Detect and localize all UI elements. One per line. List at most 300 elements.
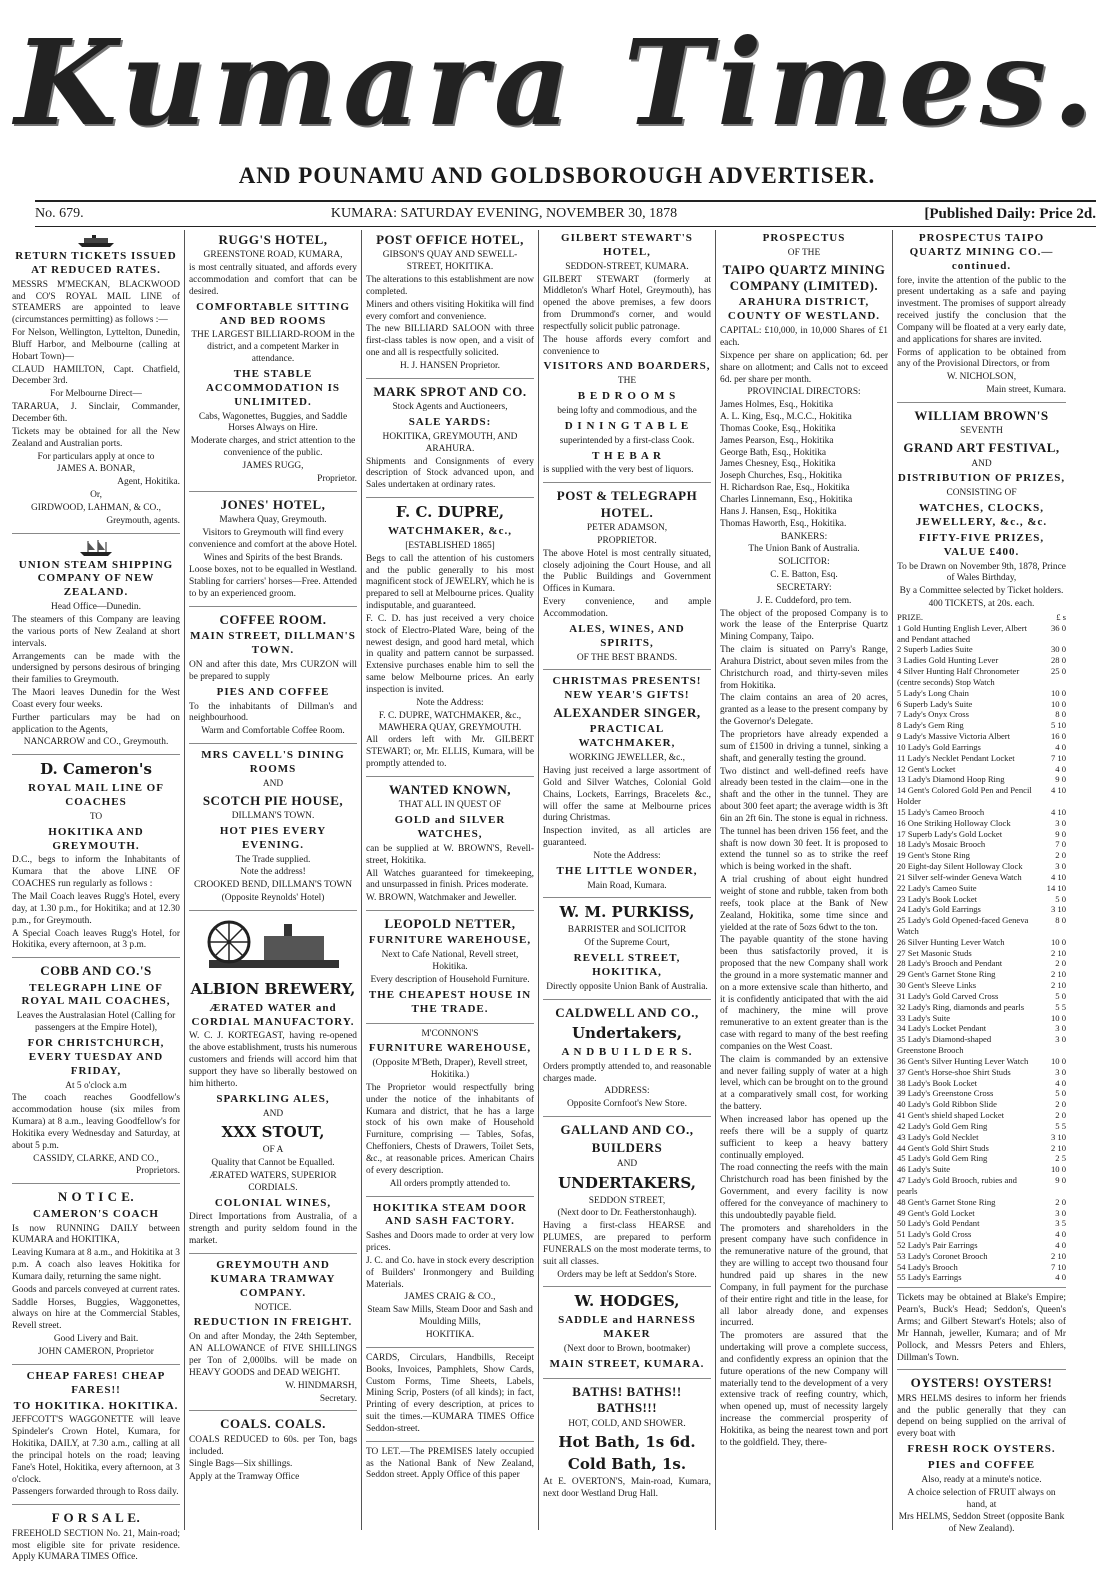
prospectus-para: The payable quantity of the stone having been thus satisfactorily proved, it is proposed that the new Company shall work the ground in a more systematic manner and on a more extensive scale than hitherto, and it is confidently anticipated that with the aid of machinery, the mine will prove remunerative to an extent greater than is the case with regard to many of the best reefing companies on the West Coast. xyxy=(720,935,888,1052)
director: A. L. King, Esq., M.C.C., Hokitika xyxy=(720,412,852,423)
union-title: UNION STEAM SHIPPING COMPANY OF NEW ZEALAND. xyxy=(18,558,174,599)
prize-value: 4 0 xyxy=(1055,1272,1066,1283)
prize-value: 4 0 xyxy=(1055,1077,1066,1088)
ad-coals xyxy=(189,1416,357,1489)
prize-value: 30 0 xyxy=(1050,644,1066,655)
ad-post-telegraph-hotel xyxy=(543,488,711,670)
prize-value: 7 0 xyxy=(1055,839,1066,850)
bonar-place: Agent, Hokitika. xyxy=(117,477,180,488)
girdwood-name: GIRDWOOD, LAHMAN, & CO., xyxy=(31,502,161,513)
brown-signature: W. BROWN, Watchmaker and Jeweller. xyxy=(366,893,517,904)
grand-art-heading: GRAND ART FESTIVAL, xyxy=(903,440,1060,456)
address-label: ADDRESS: xyxy=(604,1086,650,1097)
loose-boxes-text: Loose boxes, not to be equalled in Westland. Stabling for carriers' horses—Free. Attended to by an experienced groom. xyxy=(189,565,357,600)
wanted-heading: WANTED KNOWN, xyxy=(388,781,512,797)
cassidy-proprietors: Proprietors. xyxy=(135,1166,180,1177)
issue-date: KUMARA: SATURDAY EVENING, NOVEMBER 30, 1878 xyxy=(330,206,678,221)
director: James Pearson, Esq., Hokitika xyxy=(720,435,834,446)
builders-heading: BUILDERS xyxy=(591,1140,663,1156)
po-billiard: The new BILLIARD SALOON with three first-class tables is now open, and a visit of one and all is respectfully solicited. xyxy=(366,324,534,359)
prize-row xyxy=(897,1197,1066,1208)
return-tickets-heading: RETURN TICKETS ISSUED AT REDUCED RATES. xyxy=(15,250,177,276)
seventh-text: SEVENTH xyxy=(960,426,1003,437)
prize-value: 3 5 xyxy=(1055,1218,1066,1229)
ad-cavell-dining xyxy=(189,749,357,911)
dupre-note: Note the Address: xyxy=(416,697,484,708)
prize-row xyxy=(897,623,1066,645)
prize-value: 2 10 xyxy=(1050,1250,1066,1261)
column-3 xyxy=(362,230,539,1530)
cheap-fares-heading: CHEAP FARES! CHEAP FARES!! xyxy=(26,1369,166,1396)
prize-row xyxy=(897,731,1066,742)
galland-and: AND xyxy=(616,1158,638,1169)
hot-pies-text: HOT PIES EVERY EVENING. xyxy=(219,824,327,851)
revell-street: REVELL STREET, HOKITIKA, xyxy=(573,952,681,978)
prize-name: 10 Lady's Gold Earrings xyxy=(897,741,981,752)
ad-mmeckan-steamers xyxy=(12,232,180,534)
claud-hamilton-text: CLAUD HAMILTON, Capt. Chatfield, December 3rd. xyxy=(12,364,180,387)
dc-begs-text: D.C., begs to inform the Inhabitants of Kumara that the above LINE OF COACHES run regularly as follows : xyxy=(12,855,180,890)
ruggs-address: GREENSTONE ROAD, KUMARA, xyxy=(203,250,343,261)
of-the-text: OF THE xyxy=(787,247,821,258)
ad-to-let xyxy=(366,1447,534,1488)
drawn-text: To be Drawn on November 9th, 1878, Prince of Wales Birthday, xyxy=(897,561,1066,584)
william-brown-heading: WILLIAM BROWN'S xyxy=(914,408,1049,424)
ad-taipo-prospectus xyxy=(720,232,888,1455)
prize-name: 48 Gent's Garnet Stone Ring xyxy=(897,1196,996,1207)
prize-name: 35 Lady's Diamond-shaped Greenstone Brooch xyxy=(897,1034,992,1056)
prize-value: 7 10 xyxy=(1050,1261,1066,1272)
prize-row xyxy=(897,1132,1066,1143)
prize-value: 10 0 xyxy=(1050,936,1066,947)
prize-value: 4 10 xyxy=(1050,871,1066,882)
stable-heading: THE STABLE ACCOMMODATION IS UNLIMITED. xyxy=(205,368,341,408)
prize-value: 3 0 xyxy=(1055,1034,1066,1045)
ad-jeffcott xyxy=(12,1370,180,1505)
prize-value: 8 0 xyxy=(1055,915,1066,926)
coals-heading: COALS. COALS. xyxy=(220,1416,326,1432)
columns xyxy=(8,230,1106,1563)
at-five: At 5 o'clock a.m xyxy=(65,1080,127,1091)
prize-header: PRIZE. xyxy=(897,611,924,622)
craig-hokitika: HOKITIKA. xyxy=(425,1329,475,1340)
steam-saw: Steam Saw Mills, Steam Door and Sash and Moulding Mills, xyxy=(367,1305,533,1328)
prov-directors-label: PROVINCIAL DIRECTORS: xyxy=(747,387,861,398)
prize-name: 42 Lady's Gold Gem Ring xyxy=(897,1120,988,1131)
directors-list xyxy=(720,400,888,530)
tickets-text: Tickets may be obtained for all the New Zealand and Australian ports. xyxy=(12,426,180,449)
prize-row xyxy=(897,764,1066,775)
and-builders: A N D B U I L D E R S. xyxy=(561,1045,693,1058)
prize-row xyxy=(897,1078,1066,1089)
hindmarsh-title: Secretary. xyxy=(319,1393,357,1404)
prize-row xyxy=(897,1229,1066,1240)
ad-cobb-co xyxy=(12,963,180,1184)
mconnon-heading: FURNITURE WAREHOUSE, xyxy=(368,1042,532,1055)
royal-mail-heading: ROYAL MAIL LINE OF COACHES xyxy=(28,782,164,809)
issue-price: [Published Daily: Price 2d. xyxy=(924,205,1096,222)
prize-name: 29 Gent's Garnet Stone Ring xyxy=(897,969,996,980)
prize-row xyxy=(897,1013,1066,1024)
union-maori: The Maori leaves Dunedin for the West Coast every four weeks. xyxy=(12,688,180,710)
next-to-text: Next to Cafe National, Revell street, Hokitika. xyxy=(381,950,519,973)
ad-post-office-hotel xyxy=(366,232,534,379)
gilbert-heading: GILBERT STEWART'S HOTEL, xyxy=(561,232,693,258)
melbourne-direct-text: For Melbourne Direct— xyxy=(50,389,142,400)
prize-value: 4 10 xyxy=(1050,806,1066,817)
sixpence-text: Sixpence per share on application; 6d. per share on allotment; and Calls not to exceed 6d. per share per month. xyxy=(720,350,888,385)
prize-value: 3 0 xyxy=(1055,817,1066,828)
nicholson-address: Main street, Kumara. xyxy=(986,385,1066,396)
director: Thomas Haworth, Esq., Hokitika. xyxy=(720,518,847,529)
prize-name: 53 Lady's Coronet Brooch xyxy=(897,1250,988,1261)
prize-name: 45 Lady's Gold Gem Ring xyxy=(897,1153,988,1164)
prize-value: 2 0 xyxy=(1055,850,1066,861)
ales-wines-heading: ALES, WINES, AND SPIRITS, xyxy=(569,622,685,649)
quality-text: Quality that Cannot be Equalled. xyxy=(211,1158,335,1169)
prize-name: 54 Lady's Brooch xyxy=(897,1261,958,1272)
prize-name: 52 Lady's Pair Earrings xyxy=(897,1240,978,1250)
hot-bath-price: Hot Bath, 1s 6d. xyxy=(558,1433,696,1452)
prize-value: 2 0 xyxy=(1055,1110,1066,1121)
cobb-leaves: Leaves the Australasian Hotel (Calling for passengers at the Empire Hotel), xyxy=(16,1011,176,1034)
ad-art-festival xyxy=(897,408,1066,1288)
newspaper-subtitle: AND POUNAMU AND GOLDSBOROUGH ADVERTISER. xyxy=(238,163,876,188)
prize-name: 50 Lady's Gold Pendant xyxy=(897,1218,980,1229)
prize-row xyxy=(897,1056,1066,1067)
gilbert-body-2: The house affords every comfort and convenience to xyxy=(543,334,711,357)
orders-left: Orders may be left at Seddon's Store. xyxy=(557,1269,697,1280)
single-bags: Single Bags—Six shillings. xyxy=(189,1459,293,1470)
prize-row xyxy=(897,1067,1066,1078)
prize-row xyxy=(897,818,1066,829)
prize-row xyxy=(897,666,1066,688)
hot-cold-shower: HOT, COLD, AND SHOWER. xyxy=(568,1418,686,1429)
prize-name: 17 Superb Lady's Gold Locket xyxy=(897,828,1003,839)
ad-tramway xyxy=(189,1259,357,1411)
sashes-text: Sashes and Doors made to order at very low prices. xyxy=(366,1231,534,1254)
prize-value: 2 0 xyxy=(1055,1099,1066,1110)
prize-name: 14 Gent's Colored Gold Pen and Pencil Holder xyxy=(897,785,1032,807)
fruit-text: A choice selection of FRUIT always on hand, at xyxy=(907,1487,1056,1510)
that-all-text: THAT ALL IN QUEST OF xyxy=(398,800,502,811)
shipments-text: Shipments and Consignments of every description of Stock advanced upon, and Sales undertaken at ordinary rates. xyxy=(366,456,534,491)
ad-baths xyxy=(543,1384,711,1506)
prize-name: 21 Silver self-winder Geneva Watch xyxy=(897,871,1022,882)
prize-name: 37 Gent's Horse-shoe Shirt Studs xyxy=(897,1066,1011,1077)
prize-value: 28 0 xyxy=(1050,655,1066,666)
ad-dupre xyxy=(366,503,534,777)
prize-value: 36 0 xyxy=(1050,622,1066,633)
brewery-machine-illustration xyxy=(189,916,354,972)
dillmans-text: DILLMAN'S TOWN. xyxy=(231,811,315,822)
prize-row xyxy=(897,883,1066,894)
prize-value: 5 5 xyxy=(1055,1120,1066,1131)
prize-value: 3 0 xyxy=(1055,1023,1066,1034)
aerated-waters-text: ÆRATED WATERS, SUPERIOR CORDIALS. xyxy=(209,1170,337,1193)
column-1 xyxy=(8,230,185,1563)
union-further: Further particulars may be had on application to the Agents, xyxy=(12,712,180,735)
prospectus-para: The claim is situated on Parry's Range, Arahura District, about seven miles from the Christchurch road, and thirty-seven miles from Hokitika. xyxy=(720,645,888,691)
cameron-heading: D. Cameron's xyxy=(40,760,152,779)
opp-cornfoot: Opposite Cornfoot's New Store. xyxy=(567,1099,687,1110)
director: H. Richardson Rae, Esq., Hokitika xyxy=(720,483,850,494)
undertakers-heading: Undertakers, xyxy=(571,1023,683,1042)
ad-leopold-netter xyxy=(366,916,534,1023)
for-christchurch: FOR CHRISTCHURCH, EVERY TUESDAY AND FRIDAY, xyxy=(27,1037,165,1077)
mconnon-address: (Opposite M'Beth, Draper), Revell street, Hokitika.) xyxy=(372,1058,528,1081)
prize-row xyxy=(897,872,1066,883)
column-2 xyxy=(185,230,362,1530)
prize-row xyxy=(897,991,1066,1002)
trade-text: The Trade supplied. xyxy=(235,854,311,865)
apply-tramway: Apply at the Tramway Office xyxy=(189,1472,300,1483)
prize-row xyxy=(897,774,1066,785)
cuddeford-name: J. E. Cuddeford, pro tem. xyxy=(756,595,852,606)
gold-silver-heading: GOLD and SILVER WATCHES, xyxy=(394,814,506,840)
prize-name: 6 Superb Lady's Suite xyxy=(897,698,973,709)
prize-name: 32 Lady's Ring, diamonds and pearls xyxy=(897,1001,1025,1012)
consisting-text: CONSISTING OF xyxy=(946,488,1017,499)
column-4 xyxy=(539,230,716,1530)
prize-name: 33 Lady's Suite xyxy=(897,1012,951,1023)
ad-jones-hotel xyxy=(189,497,357,607)
special-coach-text: A Special Coach leaves Rugg's Hotel, for Hokitika, every afternoon, at 3 p.m. xyxy=(12,928,180,951)
for-nelson-text: For Nelson, Wellington, Lyttelton, Dunedin, Bluff Harbor, and Melbourne (calling at Hobart Town)— xyxy=(12,328,180,362)
prize-value: 10 0 xyxy=(1050,1055,1066,1066)
prize-name: 40 Lady's Gold Ribbon Slide xyxy=(897,1099,997,1110)
prize-row xyxy=(897,839,1066,850)
prize-name: 12 Gent's Locket xyxy=(897,763,956,774)
ad-albion-brewery xyxy=(189,916,357,1254)
prize-value: 9 0 xyxy=(1055,1175,1066,1186)
prize-name: 23 Lady's Book Locket xyxy=(897,893,978,904)
next-door: (Next door to Dr. Featherstonhaugh). xyxy=(557,1208,697,1219)
prize-row xyxy=(897,1143,1066,1154)
little-wonder: THE LITTLE WONDER, xyxy=(556,864,698,877)
prize-row xyxy=(897,1121,1066,1132)
warm-text: Warm and Comfortable Coffee Room. xyxy=(201,726,345,737)
po-address: GIBSON'S QUAY AND SEWELL-STREET, HOKITIKA. xyxy=(382,250,518,273)
or-text: Or, xyxy=(90,490,102,501)
directly-opposite: Directly opposite Union Bank of Australia. xyxy=(546,981,708,992)
prize-value: 4 10 xyxy=(1050,785,1066,796)
prize-name: 36 Gent's Silver Hunting Lever Watch xyxy=(897,1055,1029,1066)
prize-table-header xyxy=(897,612,1066,623)
main-road-kumara: Main Road, Kumara. xyxy=(587,880,667,891)
furniture-heading: FURNITURE WAREHOUSE, xyxy=(368,934,532,947)
hansen-name: H. J. HANSEN Proprietor. xyxy=(400,360,500,371)
girdwood-place: Greymouth, agents. xyxy=(106,515,180,526)
baths-heading: BATHS! BATHS!! BATHS!!! xyxy=(572,1383,682,1416)
prize-row xyxy=(897,915,1066,937)
prize-row xyxy=(897,785,1066,807)
prize-name: 26 Silver Hunting Lever Watch xyxy=(897,936,1005,947)
fresh-oysters: FRESH ROCK OYSTERS. xyxy=(907,1443,1056,1456)
hokitika-greymouth-heading: HOKITIKA AND GREYMOUTH. xyxy=(48,825,144,852)
prize-row xyxy=(897,850,1066,861)
freehold-text: FREEHOLD SECTION No. 21, Main-road; most eligible site for private residence. Apply KUMARA TIMES Office. xyxy=(12,1528,180,1563)
prize-name: 38 Lady's Book Locket xyxy=(897,1077,978,1088)
forms-text: Forms of application to be obtained from any of the Provisional Directors, or from xyxy=(897,347,1066,370)
distribution-heading: DISTRIBUTION OF PRIZES, xyxy=(897,472,1066,485)
union-arrangements: Arrangements can be made with the undersigned by persons desirous of bringing their families to Greymouth. xyxy=(12,651,180,686)
prize-row xyxy=(897,980,1066,991)
leaving-text: Leaving Kumara at 8 a.m., and Hokitika at 3 p.m. A coach also leaves Hokitika for Kumara daily, returning the same night. xyxy=(12,1248,180,1282)
fifty-five-prizes: FIFTY-FIVE PRIZES, VALUE £400. xyxy=(918,531,1045,558)
prize-name: 16 One Striking Holloway Clock xyxy=(897,817,1011,828)
pies-coffee-heading: PIES AND COFFEE xyxy=(216,685,330,698)
prize-value: 10 0 xyxy=(1050,1164,1066,1175)
prize-value: 3 10 xyxy=(1050,1131,1066,1142)
prospectus-para: Two distinct and well-defined reefs have already been tested in the claim—one in the shaft and the other in the tunnel. They are about 300 feet apart; the average width is 3ft 6in an 2ft 6in. The stone is equal in richness. xyxy=(720,766,888,824)
prize-name: 8 Lady's Gem Ring xyxy=(897,720,964,731)
prize-value: 2 0 xyxy=(1055,1196,1066,1207)
prize-row xyxy=(897,753,1066,764)
ad-mconnon xyxy=(366,1029,534,1197)
james-rugg: JAMES RUGG, xyxy=(242,460,304,471)
saddle-horses-text: Saddle Horses, Buggies, Waggonettes, always on hire at the Commercial Stables, Revell street. xyxy=(12,1297,180,1332)
prize-row xyxy=(897,894,1066,905)
dupre-heading: F. C. DUPRE, xyxy=(395,503,505,522)
seddon-street: SEDDON-STREET, KUMARA. xyxy=(565,261,689,272)
prize-row xyxy=(897,829,1066,840)
prize-value: 2 10 xyxy=(1050,980,1066,991)
pies-coffee-2: PIES and COFFEE xyxy=(927,1458,1036,1471)
xxx-stout: XXX STOUT, xyxy=(221,1123,325,1142)
ready-text: Also, ready at a minute's notice. xyxy=(921,1474,1042,1485)
ad-hodges xyxy=(543,1292,711,1378)
prize-name: 27 Set Masonic Studs xyxy=(897,947,972,958)
helms-text: MRS HELMS desires to inform her friends and the public generally that they can depend on being supplied on the arrival of every boat with xyxy=(897,1393,1066,1440)
colonial-wines: COLONIAL WINES, xyxy=(214,1196,332,1209)
prize-row xyxy=(897,709,1066,720)
coffee-heading: COFFEE ROOM. xyxy=(219,611,327,627)
watchmaker-heading: WATCHMAKER, &c., xyxy=(388,525,512,537)
column-6 xyxy=(893,230,1070,1535)
prize-row xyxy=(897,1110,1066,1121)
mconnon-name: M'CONNON'S xyxy=(421,1028,479,1039)
working-jeweller: WORKING JEWELLER, &c., xyxy=(569,753,685,764)
every-desc-text: Every description of Household Furniture. xyxy=(370,974,530,985)
dupre-address: F. C. DUPRE, WATCHMAKER, &c., MAWHERA QUAY, GREYMOUTH. xyxy=(378,710,522,733)
cheapest-heading: THE CHEAPEST HOUSE IN THE TRADE. xyxy=(368,988,532,1015)
po-hotel-heading: POST OFFICE HOTEL, xyxy=(376,232,524,247)
po-miners: Miners and others visiting Hokitika will find every comfort and convenience. xyxy=(366,299,534,322)
visitors-boarders: VISITORS AND BOARDERS, xyxy=(543,360,711,373)
opposite-reynolds: (Opposite Reynolds' Hotel) xyxy=(221,893,325,904)
sale-yards-places: HOKITIKA, GREYMOUTH, AND ARAHURA. xyxy=(382,431,518,454)
prospectus-para: A trial crushing of about eight hundred weight of stone and rubble, taken from both reefs, took place at the Bank of New Zealand, Hokitika, some time since and yielded at the rate of 5ozs 6dwt to the ton. xyxy=(720,875,888,933)
passengers-text: Passengers forwarded through to Ross daily. xyxy=(12,1487,179,1498)
bedrooms-heading: B E D R O O M S xyxy=(577,390,677,403)
capital-text: CAPITAL: £10,000, in 10,000 Shares of £1 each. xyxy=(720,326,888,349)
prize-row xyxy=(897,1251,1066,1262)
adamson-body: The above Hotel is most centrally situated, closely adjoining the Court House, and all the Public Buildings and Government Offices in Kumara. xyxy=(543,548,711,595)
kortegast-text: W. C. J. KORTEGAST, having re-opened the above establishment, trusts his numerous customers and friends will accord him that support they have so liberally bestowed on him hitherto. xyxy=(189,1031,357,1089)
for-sale-heading: F O R S A L E. xyxy=(51,1510,141,1526)
gilbert-body: GILBERT STEWART (formerly at Middleton's Wharf Hotel, Greymouth), has opened the above premises, a few doors from Drummond's corner, and would respectfully solicit public patronage. xyxy=(543,274,711,332)
prize-name: 4 Silver Hunting Half Chronometer (centre seconds) Stop Watch xyxy=(897,666,1020,687)
caldwell-orders: Orders promptly attended to, and reasonable charges made. xyxy=(543,1061,711,1084)
prize-name: 28 Lady's Brooch and Pendant xyxy=(897,958,1003,969)
prize-name: 47 Lady's Gold Brooch, rubies and pearls xyxy=(897,1175,1017,1196)
prize-row xyxy=(897,969,1066,980)
prize-row xyxy=(897,1218,1066,1229)
prize-value: 8 0 xyxy=(1055,709,1066,720)
prize-name: 25 Lady's Gold Opened-faced Geneva Watch xyxy=(897,915,1029,936)
steamship-icon xyxy=(76,232,116,248)
prize-name: 31 Lady's Gold Carved Cross xyxy=(897,990,999,1001)
prospectus-para: The tunnel has been driven 156 feet, and the shaft is now down 30 feet. It is proposed to extend the tunnel so as to strike the reef which is being worked in the shaft. xyxy=(720,826,888,873)
to-let-text: TO LET.—The PREMISES lately occupied as the National Bank of New Zealand, Seddon street. Apply Office of this paper xyxy=(366,1446,534,1481)
direct-importations: Direct Importations from Australia, of a strength and purity seldom found in the market. xyxy=(189,1212,357,1247)
newspaper-title: Kumara Times. xyxy=(14,13,1100,152)
prize-row xyxy=(897,861,1066,872)
director: Hans J. Hansen, Esq., Hokitika xyxy=(720,506,837,517)
curzon-text: ON and after this date, Mrs CURZON will be prepared to supply xyxy=(189,660,357,682)
singer-note: Note the Address: xyxy=(593,850,661,861)
prize-row xyxy=(897,904,1066,915)
prize-value: 2 10 xyxy=(1050,1142,1066,1153)
issue-number: No. 679. xyxy=(35,206,84,221)
ad-purkiss xyxy=(543,903,711,999)
visitors-text: Visitors to Greymouth will find every convenience and comfort at the above Hotel. xyxy=(189,527,357,550)
livery-text: Good Livery and Bait. xyxy=(53,1334,139,1345)
hearse-text: Having a first-class HEARSE and PLUMES, are prepared to perform FUNERALS on the most moderate terms, to suit all classes. xyxy=(543,1221,711,1267)
ad-alexander-singer xyxy=(543,675,711,898)
director: James Chesney, Esq., Hokitika xyxy=(720,459,836,470)
ad-ruggs-hotel xyxy=(189,232,357,492)
steam-door-heading: HOKITIKA STEAM DOOR AND SASH FACTORY. xyxy=(372,1201,528,1228)
jones-heading: JONES' HOTEL, xyxy=(220,496,326,512)
prize-row xyxy=(897,1034,1066,1056)
prize-row xyxy=(897,1099,1066,1110)
taipo-heading: TAIPO QUARTZ MINING COMPANY (LIMITED). xyxy=(722,261,886,294)
prize-name: 44 Gent's Gold Shirt Studs xyxy=(897,1142,989,1153)
mmeckan-text: MESSRS M'MECKAN, BLACKWOOD and CO'S ROYAL MAIL LINE of STEAMERS are appointed to leave (circumstances permitting) as follows :— xyxy=(12,279,180,326)
to-hokitika-heading: TO HOKITIKA. HOKITIKA. xyxy=(13,1399,179,1412)
prize-name: 41 Gent's shield shaped Locket xyxy=(897,1110,1005,1121)
prize-value: 5 0 xyxy=(1055,990,1066,1001)
cabs-text: Cabs, Wagonettes, Buggies, and Saddle Horses Always on Hire. xyxy=(198,411,348,434)
prize-row xyxy=(897,958,1066,969)
prize-row xyxy=(897,1164,1066,1175)
galland-heading: GALLAND AND CO., xyxy=(560,1122,694,1138)
prize-value: 2 10 xyxy=(1050,947,1066,958)
prospectus-cont-body: fore, invite the attention of the public to the present undertaking as a safe and paying investment. The promises of support already received justify the conclusion that the Company will be floated at a very early date, and applications for shares are invited. xyxy=(897,275,1066,345)
ad-cameron-coaches xyxy=(12,760,180,958)
aerated-heading: ÆRATED WATER and CORDIAL MANUFACTORY. xyxy=(191,1001,355,1028)
cobb-body: The coach reaches Goodfellow's accommodation house (six miles from Kumara) at 8 a.m., leaving Goodfellow's for Hokitika every Wednesday and Saturday, at about 5 p.m. xyxy=(12,1093,180,1151)
oysters-heading: OYSTERS! OYSTERS! xyxy=(910,1375,1053,1391)
dupre-body: Begs to call the attention of his customers and the public generally to his most magnificent stock of JEWELRY, which he is prepared to sell at Melbourne prices. Quality indisputable, and guaranteed. xyxy=(366,553,534,612)
ad-cameron-coach xyxy=(12,1189,180,1365)
prize-row xyxy=(897,699,1066,710)
singer-heading: ALEXANDER SINGER, xyxy=(553,705,701,721)
dining-table-heading: D I N I N G T A B L E xyxy=(564,419,690,432)
prize-value: 2 0 xyxy=(1055,958,1066,969)
next-brown: (Next door to Brown, bootmaker) xyxy=(563,1344,691,1355)
the-bar-heading: T H E B A R xyxy=(592,449,662,462)
prize-value: 3 0 xyxy=(1055,861,1066,872)
barrister-text: BARRISTER and SOLICITOR xyxy=(567,925,687,936)
dateline-bar xyxy=(35,200,1096,227)
the-text: THE xyxy=(617,376,637,387)
prospectus-para: The proprietors have already expended a sum of £1500 in driving a tunnel, sinking a shaft, and generally testing the ground. xyxy=(720,730,888,764)
prize-name: 34 Lady's Locket Pendant xyxy=(897,1023,987,1034)
ad-prospectus-continued xyxy=(897,232,1066,403)
